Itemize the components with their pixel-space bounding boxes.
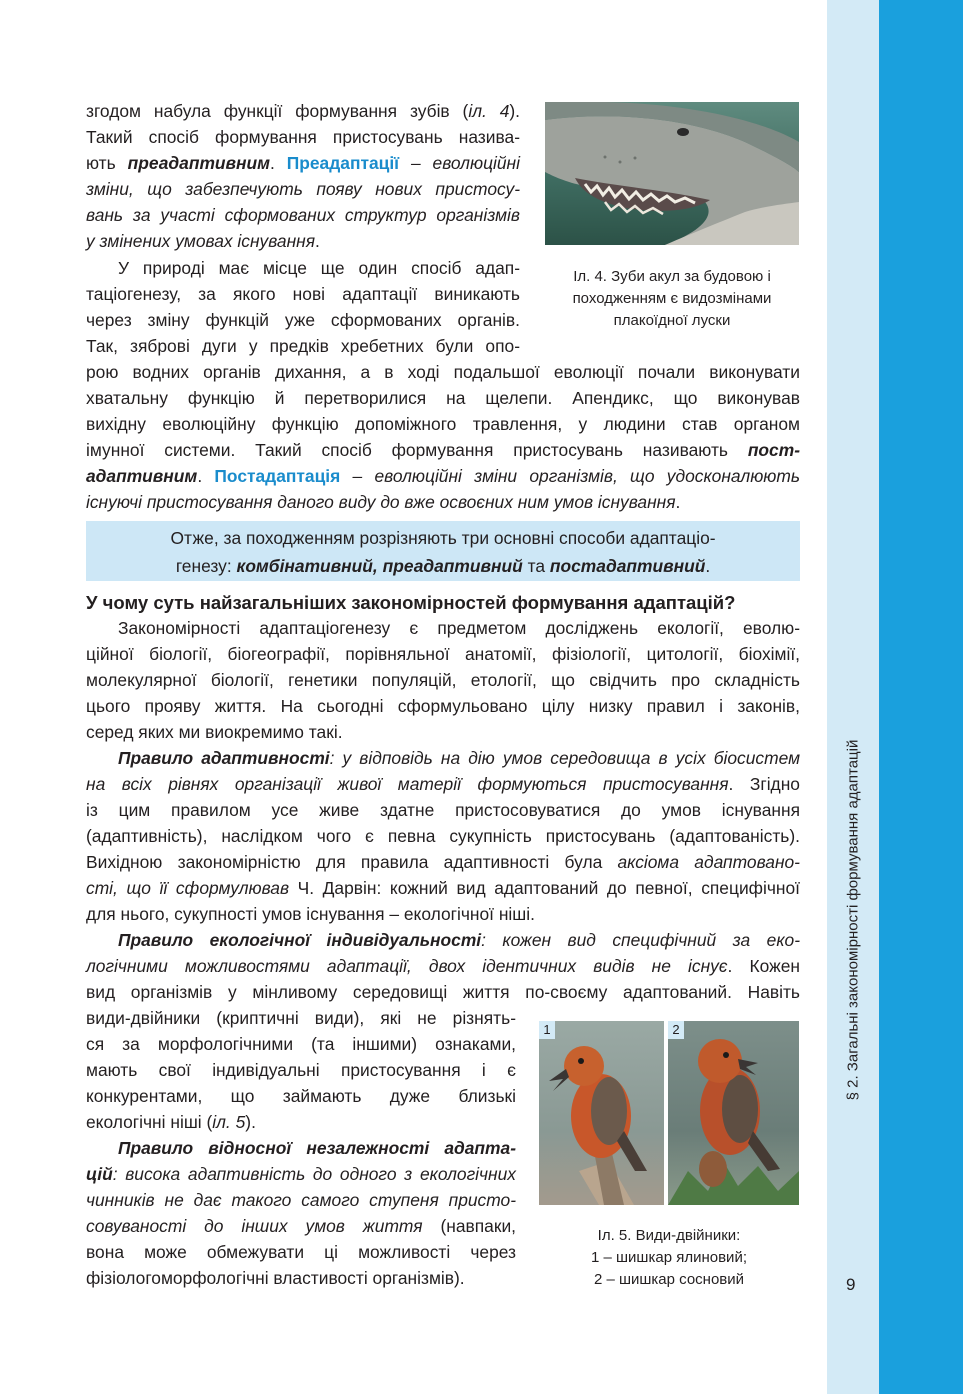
figure-5-label-1: 1 [539,1021,555,1039]
section-heading: У чому суть найзагальніших закономірностей формування адаптацій? [86,592,736,613]
paragraph-ecological-individuality: Правило екологічної індивідуальності: кожен вид специфічний за еко- логічними можливостями адаптації, двох ідентичних видів не існує. Кожен вид організмів у мінливому середовищі життя по-своєму адаптований. Навіть види-двійники (криптичні види), які не різнять- ся за морфологічними (та іншими) ознаками, мають свої індивідуальні пристосування і є конкурентами, що займають дуже близькі екологічні ніші (іл. 5). [86,930,800,1132]
paragraph-preadaptation: згодом набула функції формування зубів (іл. 4). Такий спосіб формування пристосувань назива- ють преадаптивним. Преадаптації – еволюційні зміни, що забезпечують появу нових пристосу- вань за участі сформованих структур організмів у змінених умовах існування. [86,101,520,251]
crossbill-illustration-2 [668,1021,799,1205]
figure-5-label-2: 2 [668,1021,684,1039]
figure-5-caption: Іл. 5. Види-двійники: 1 – шишкар ялиновий; 2 – шишкар сосновий [591,1227,747,1288]
paragraph-postadaptation: У природі має місце ще один спосіб адап- таціогенезу, за якого нові адаптації виникають через зміну функцій уже сформованих органів. Так, зяброві дуги у предків хребетних були опо- рою водних органів дихання, а в ході подальшої еволюції почали виконувати хватальну функцію й перетворилися на щелепи. Апендикс, що виконував вихідну еволюційну функцію допоміжного травлення, у людини став органом імунної системи. Такий спосіб формування пристосувань називають пост- адаптивним. Постадаптація – еволюційні зміни організмів, що удосконалюють існуючі пристосування даного виду до вже освоєних ним умов існування. [86,258,800,512]
shark-teeth-image [545,102,799,245]
crossbill-spruce-image [539,1021,664,1205]
shark-illustration [545,102,799,245]
paragraph-relative-independence: Правило відносної незалежності адапта- цій: висока адаптивність до одного з екологічних чинників не дає такого самого ступеня присто- совуваності до інших умов життя (навпаки, вона може обмежувати ці можливості через фізіологоморфологічні властивості організмів). [86,1138,516,1288]
term-postadaptive: адаптивним [86,466,198,486]
summary-box: Отже, за походженням розрізняють три основні способи адаптаціо- генезу: комбінативний, преадаптивний та постадаптивний. [86,521,800,581]
sidebar-stripe-light [827,0,879,1394]
paragraph-regularities: Закономірності адаптаціогенезу є предметом досліджень екології, еволю- ційної біології, біогеографії, порівняльної анатомії, фізіології, цитології, біохімії, молекулярної біології, генетики популяцій, етології, що свідчить про складність цього прояву життя. На сьогодні сформульовано цілу низку правил і законів, серед яких ми виокремимо такі. [86,618,800,742]
crossbill-pine-image [668,1021,799,1205]
term-postadaptation: Постадаптація [214,466,341,486]
term-preadaptation: Преадаптації [286,153,400,173]
chapter-title: § 2. Загальні закономірності формування адаптацій [844,739,862,1101]
sidebar-stripe-dark [879,0,963,1394]
paragraph-adaptivity-rule: Правило адаптивності: у відповідь на дію умов середовища в усіх біосистем на всіх рівнях організації живої матерії формуються пристосування. Згідно із цим правилом усе живе здатне пристосовуватися до умов існування (адаптивність), наслідком чого є певна сукупність пристосувань (адаптованість). Вихідною закономірністю для правила адаптивності була аксіома адаптовано- сті, що її сформулював Ч. Дарвін: кожний вид адаптований до певної, специфічної для нього, сукупності умов існування – екологічної ніші. [86,748,800,924]
crossbill-illustration-1 [539,1021,664,1205]
page-number: 9 [846,1275,856,1294]
figure-4-caption: Іл. 4. Зуби акул за будовою і походженням є видозмінами плакоїдної луски [572,268,772,329]
term-preadaptive: преадаптивним [127,153,271,173]
